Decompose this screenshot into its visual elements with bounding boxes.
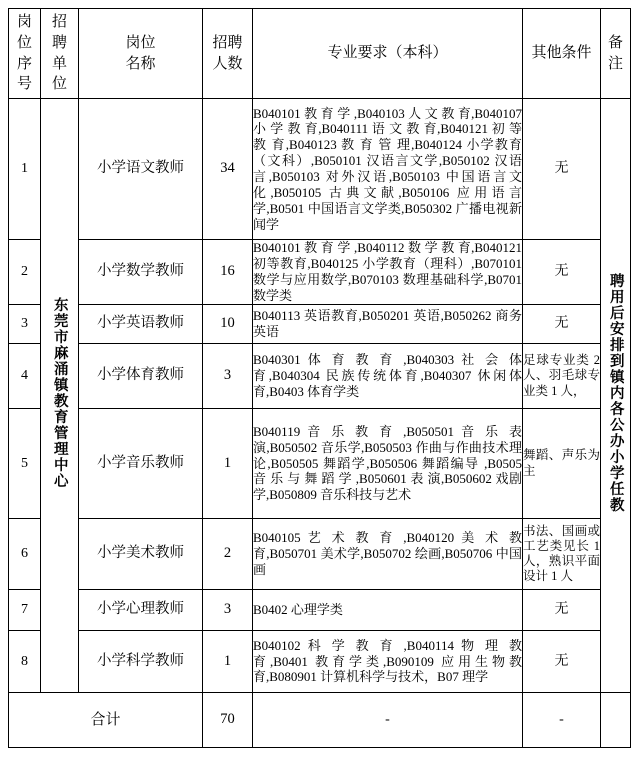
table-row xyxy=(9,344,631,409)
cell-position-name: 小学数学教师 xyxy=(79,240,203,305)
header-post-line-0: 岗位 xyxy=(125,34,156,51)
cell-major-requirement: B040101 教 育 学 ,B040112 数 学 教 育,B040121 初等教育,B040125 小学教育（理科）,B070101 数学与应用数学,B070103 数理基础科学,B0701 数学类 xyxy=(253,240,522,303)
column-header-seq xyxy=(9,9,41,99)
header-note-char-1: 注 xyxy=(607,55,623,72)
header-seq-char-0: 岗 xyxy=(16,14,32,31)
cell-position-name: 小学心理教师 xyxy=(79,590,203,631)
total-other-placeholder: - xyxy=(523,693,601,748)
cell-other-conditions: 无 xyxy=(523,631,601,693)
header-seq-char-2: 序 xyxy=(16,55,32,72)
header-num-line-1: 人数 xyxy=(212,55,243,72)
header-post-line-1: 名称 xyxy=(125,55,156,72)
header-unit-char-1: 聘 xyxy=(51,34,67,51)
cell-headcount: 34 xyxy=(203,99,253,240)
header-note-char-0: 备 xyxy=(607,34,623,51)
column-header-post xyxy=(79,9,203,99)
cell-major-requirement: B040101 教 育 学 ,B040103 人 文 教 育,B040107 小 学 教 育,B040111 语 文 教 育,B040121 初 等 教 育,B040123 教 育 管 理,B040124 小学教育（文科）,B050101 汉语言文学,B050102 汉语言,B050103 对外汉语,B050103 中国语言文化,B050105 古典文献,B050106 应用语言学,B0501 中国语言文学类,B050302 广播电视新闻学 xyxy=(253,99,523,240)
cell-major-requirement: B0402 心理学类 xyxy=(253,590,523,631)
column-header-note xyxy=(601,9,631,99)
column-header-unit xyxy=(41,9,79,99)
cell-other-conditions: 足球专业类 2 人、羽毛球专业类 1 人， xyxy=(523,344,601,409)
cell-other-conditions: 无 xyxy=(523,240,601,305)
cell-seq: 4 xyxy=(9,344,41,409)
table-row xyxy=(9,590,631,631)
header-post-vertical xyxy=(79,33,202,74)
cell-major-requirement: B040119 音 乐 教 育 ,B050501 音 乐 表 演,B050502 音乐学,B050503 作曲与作曲技术理论,B050505 舞蹈学,B050506 舞蹈编导 ,B0505 音 乐 与 舞 蹈 学 ,B050601 表 演,B050602 戏剧学,B050809 音乐科技与艺术 xyxy=(253,409,523,519)
cell-major-requirement: B040113 英语教育,B050201 英语,B050262 商务英语 xyxy=(253,305,523,344)
cell-other-conditions: 无 xyxy=(523,99,601,240)
cell-headcount: 10 xyxy=(203,305,253,344)
recruitment-positions-table xyxy=(8,8,631,748)
header-other-label: 其他条件 xyxy=(531,45,592,62)
header-major-label: 专业要求（本科） xyxy=(327,45,448,62)
recruiting-unit-name: 东莞市麻涌镇教育管理中心 xyxy=(51,296,68,489)
header-unit-char-2: 单 xyxy=(51,55,67,72)
cell-position-name: 小学科学教师 xyxy=(79,631,203,693)
cell-other-conditions: 无 xyxy=(523,590,601,631)
column-header-other xyxy=(523,9,601,99)
cell-seq: 3 xyxy=(9,305,41,344)
table-row xyxy=(9,631,631,693)
cell-seq: 2 xyxy=(9,240,41,305)
cell-headcount: 3 xyxy=(203,590,253,631)
header-seq-vertical xyxy=(9,12,40,95)
cell-other-conditions: 舞蹈、声乐为主 xyxy=(523,409,601,519)
cell-position-name: 小学语文教师 xyxy=(79,99,203,240)
cell-seq: 6 xyxy=(9,519,41,590)
header-num-line-0: 招聘 xyxy=(212,34,243,51)
cell-position-name: 小学美术教师 xyxy=(79,519,203,590)
recruitment-table-page xyxy=(0,8,638,784)
table-header xyxy=(9,9,631,99)
header-seq-char-1: 位 xyxy=(16,34,32,51)
cell-headcount: 2 xyxy=(203,519,253,590)
header-row xyxy=(9,9,631,99)
cell-headcount: 1 xyxy=(203,409,253,519)
column-header-num xyxy=(203,9,253,99)
cell-other-conditions: 无 xyxy=(523,305,601,344)
table-row xyxy=(9,240,631,305)
cell-seq: 8 xyxy=(9,631,41,693)
table-total-row xyxy=(9,693,631,748)
cell-remarks xyxy=(601,99,631,693)
cell-headcount: 16 xyxy=(203,240,253,305)
cell-recruiting-unit xyxy=(41,99,79,693)
header-unit-char-3: 位 xyxy=(51,76,67,93)
header-note-vertical xyxy=(601,33,630,74)
header-seq-char-3: 号 xyxy=(16,76,32,93)
cell-seq: 7 xyxy=(9,590,41,631)
header-unit-vertical xyxy=(41,12,78,95)
cell-headcount: 3 xyxy=(203,344,253,409)
table-row xyxy=(9,519,631,590)
cell-seq: 5 xyxy=(9,409,41,519)
header-unit-char-0: 招 xyxy=(51,14,67,31)
table-row xyxy=(9,305,631,344)
cell-headcount: 1 xyxy=(203,631,253,693)
cell-major-requirement: B040102 科 学 教 育 ,B040114 物 理 教 育,B0401 教育学类,B090109 应用生物教育,B080901 计算机科学与技术，B07 理学 xyxy=(253,631,523,693)
cell-major-requirement: B040301 体 育 教 育 ,B040303 社 会 体 育,B040304 民族传统体育,B040307 休闲体育,B0403 体育学类 xyxy=(253,344,523,409)
total-headcount: 70 xyxy=(203,693,253,748)
total-note-placeholder xyxy=(601,693,631,748)
cell-major-requirement: B040105 艺 术 教 育 ,B040120 美 术 教 育,B050701 美术学,B050702 绘画,B050706 中国画 xyxy=(253,519,523,590)
column-header-major xyxy=(253,9,523,99)
table-body xyxy=(9,99,631,748)
cell-position-name: 小学英语教师 xyxy=(79,305,203,344)
cell-other-conditions: 书法、国画或工艺类见长 1 人，熟识平面设计 1 人 xyxy=(523,519,601,590)
cell-seq: 1 xyxy=(9,99,41,240)
total-major-placeholder: - xyxy=(253,693,523,748)
cell-position-name: 小学体育教师 xyxy=(79,344,203,409)
header-num-vertical xyxy=(203,33,252,74)
remarks-text: 聘用后安排到镇内各公办小学任教 xyxy=(607,272,624,513)
table-row xyxy=(9,99,631,240)
cell-position-name: 小学音乐教师 xyxy=(79,409,203,519)
table-row xyxy=(9,409,631,519)
total-label: 合计 xyxy=(9,693,203,748)
